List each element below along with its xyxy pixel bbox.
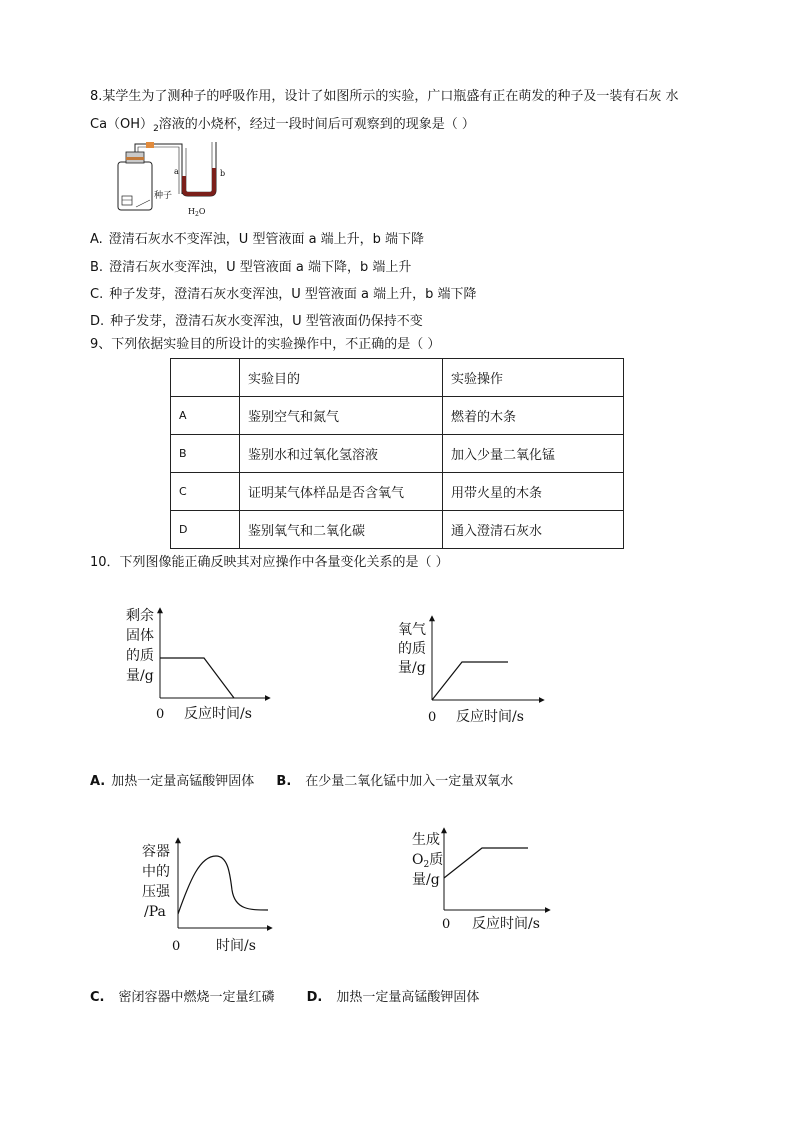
row-operation: 燃着的木条	[443, 397, 624, 435]
origin-label: 0	[442, 917, 451, 932]
y-label-line: $O_2$质	[412, 852, 444, 870]
y-label-line: 的质	[398, 641, 426, 657]
table-header-row	[171, 359, 624, 397]
label-b: b	[220, 169, 226, 178]
q10-graph-c	[140, 830, 280, 958]
y-label-line: 量/g	[412, 872, 440, 888]
q10-caption-cd	[90, 986, 479, 1005]
q8-apparatus-figure	[112, 138, 232, 218]
x-label: 反应时间/s	[456, 709, 524, 725]
q8-formula-sub: 2	[153, 124, 159, 134]
graph-d-curve	[444, 848, 528, 878]
y-label-line: /Pa	[144, 904, 166, 920]
water-label: $H_2O$	[188, 207, 206, 218]
clamp	[146, 142, 154, 148]
stopper-band	[126, 157, 144, 160]
x-label: 反应时间/s	[472, 916, 540, 932]
row-label: D	[171, 511, 240, 549]
q10-caption-ab	[90, 770, 513, 789]
row-purpose: 证明某气体样品是否含氧气	[240, 473, 443, 511]
q10-graph-b	[392, 612, 552, 727]
row-label: C	[171, 473, 240, 511]
q10-caption-b[interactable]: B. 在少量二氧化锰中加入一定量双氧水	[276, 774, 514, 789]
y-label-line: 压强	[142, 884, 170, 900]
label-a: a	[174, 167, 179, 176]
q8-stem-line1: 8.某学生为了测种子的呼吸作用，设计了如图所示的实验，广口瓶盛有正在萌发的种子及一装有石灰 水	[90, 89, 679, 104]
q8-option-c[interactable]: C. 种子发芽，澄清石灰水变浑浊，U 型管液面 a 端上升，b 端下降	[90, 287, 477, 302]
origin-label: 0	[156, 707, 165, 722]
q10-caption-d[interactable]: D. 加热一定量高锰酸钾固体	[306, 990, 480, 1005]
x-label: 时间/s	[216, 938, 256, 954]
row-label: B	[171, 435, 240, 473]
beaker	[122, 196, 132, 205]
graph-c-curve	[178, 856, 268, 914]
table-header-cell: 实验目的	[240, 359, 443, 397]
q8-stem-line2	[90, 116, 475, 138]
y-label-line: 的质	[126, 648, 154, 664]
q10-caption-c[interactable]: C. 密闭容器中燃烧一定量红磷	[90, 990, 275, 1005]
table-row[interactable]	[171, 435, 624, 473]
q10-graph-a	[118, 600, 278, 725]
seed-pointer	[136, 200, 150, 207]
row-label: A	[171, 397, 240, 435]
table-header-cell: 实验操作	[443, 359, 624, 397]
q10-caption-a[interactable]: A. 加热一定量高锰酸钾固体	[90, 774, 255, 789]
q10-stem: 10．下列图像能正确反映其对应操作中各量变化关系的是（ ）	[90, 555, 449, 570]
origin-label: 0	[428, 710, 437, 725]
q8-formula: Ca（OH）	[90, 117, 154, 132]
y-label-line: 量/g	[126, 668, 154, 684]
row-purpose: 鉴别空气和氮气	[240, 397, 443, 435]
q8-option-a[interactable]: A. 澄清石灰水不变浑浊，U 型管液面 a 端上升，b 端下降	[90, 232, 425, 247]
row-operation: 通入澄清石灰水	[443, 511, 624, 549]
table-row[interactable]	[171, 397, 624, 435]
q8-option-d[interactable]: D. 种子发芽，澄清石灰水变浑浊，U 型管液面仍保持不变	[90, 314, 423, 329]
q8-option-b[interactable]: B. 澄清石灰水变浑浊，U 型管液面 a 端下降，b 端上升	[90, 260, 412, 275]
table-header-cell	[171, 359, 240, 397]
y-label-line: 固体	[126, 628, 154, 644]
row-purpose: 鉴别氧气和二氧化碳	[240, 511, 443, 549]
graph-a-curve	[160, 658, 234, 698]
y-label-line: 中的	[142, 864, 170, 880]
row-operation: 用带火星的木条	[443, 473, 624, 511]
row-operation: 加入少量二氧化锰	[443, 435, 624, 473]
q9-stem: 9、下列依据实验目的所设计的实验操作中，不正确的是（ ）	[90, 337, 441, 352]
row-purpose: 鉴别水和过氧化氢溶液	[240, 435, 443, 473]
y-label-line: 氧气	[398, 622, 426, 638]
x-label: 反应时间/s	[184, 706, 252, 722]
graph-b-curve	[432, 662, 508, 700]
q9-table	[170, 358, 624, 549]
table-row[interactable]	[171, 473, 624, 511]
seed-label: 种子	[154, 191, 173, 201]
y-label-line: 容器	[142, 844, 170, 860]
origin-label: 0	[172, 939, 181, 954]
y-label-line: 量/g	[398, 660, 426, 676]
y-label-line: 生成	[412, 832, 440, 848]
y-label-line: 剩余	[126, 608, 154, 624]
table-row[interactable]	[171, 511, 624, 549]
q8-stem-rest: 溶液的小烧杯，经过一段时间后可观察到的现象是（ ）	[158, 117, 475, 132]
q10-graph-d	[408, 822, 558, 934]
